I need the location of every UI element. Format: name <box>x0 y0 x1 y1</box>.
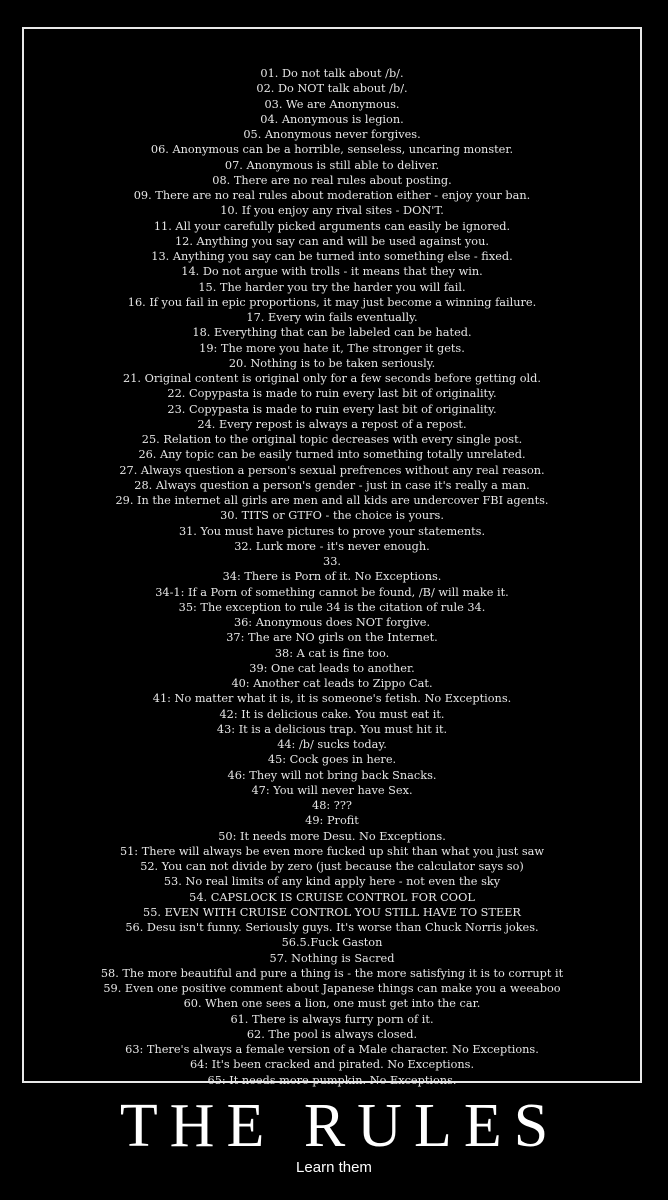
rule-line: 21. Original content is original only for a few seconds before getting old. <box>123 372 541 385</box>
rule-line: 51: There will always be even more fucked up shit than what you just saw <box>119 844 545 858</box>
rule-line: 23. Copypasta is made to ruin every last bit of originality. <box>167 402 497 416</box>
rule-line: 31. You must have pictures to prove your statements. <box>178 524 486 538</box>
rule-line: 55. EVEN WITH CRUISE CONTROL YOU STILL HAVE TO STEER <box>143 905 521 919</box>
rule-line: 35: The exception to rule 34 is the citation of rule 34. <box>178 600 486 614</box>
rule-line: 34-1: If a Porn of something cannot be found, /B/ will make it. <box>155 585 509 599</box>
rule-line: 43: It is a delicious trap. You must hit it. <box>216 722 448 736</box>
poster-subtitle: Learn them <box>296 1159 372 1176</box>
rule-line: 17. Every win fails eventually. <box>246 311 418 324</box>
rule-line: 62. The pool is always closed. <box>246 1027 418 1041</box>
rule-line: 50: It needs more Desu. No Exceptions. <box>218 829 446 843</box>
rule-line: 36: Anonymous does NOT forgive. <box>233 616 431 629</box>
rule-line: 27. Always question a person's sexual prefrences without any real reason. <box>119 463 545 477</box>
rule-line: 26. Any topic can be easily turned into something totally unrelated. <box>138 448 526 462</box>
rule-line: 45: Cock goes in here. <box>267 753 397 767</box>
rule-line: 47: You will never have Sex. <box>251 783 413 797</box>
rule-line: 59. Even one positive comment about Japanese things can make you a weeaboo <box>103 982 561 995</box>
rule-line: 05. Anonymous never forgives. <box>243 128 421 141</box>
rule-line: 30. TITS or GTFO - the choice is yours. <box>220 509 444 523</box>
rule-line: 46: They will not bring back Snacks. <box>227 768 437 782</box>
rule-line: 20. Nothing is to be taken seriously. <box>228 356 436 370</box>
rule-line: 16. If you fail in epic proportions, it may just become a winning failure. <box>127 295 537 309</box>
rule-line: 12. Anything you say can and will be used against you. <box>175 234 489 248</box>
rule-line: 42: It is delicious cake. You must eat it. <box>219 707 445 721</box>
rules-list <box>24 66 640 1088</box>
rule-line: 11. All your carefully picked arguments can easily be ignored. <box>153 219 511 233</box>
rule-line: 15. The harder you try the harder you will fail. <box>198 280 466 294</box>
rule-line: 18. Everything that can be labeled can be hated. <box>192 326 472 340</box>
rule-line: 63: There's always a female version of a Male character. No Exceptions. <box>125 1043 539 1056</box>
rule-line: 09. There are no real rules about moderation either - enjoy your ban. <box>133 189 531 202</box>
rule-line: 56. Desu isn't funny. Seriously guys. It's worse than Chuck Norris jokes. <box>125 921 539 934</box>
rule-line: 48: ??? <box>312 799 352 812</box>
rule-line: 64: It's been cracked and pirated. No Exceptions. <box>189 1058 475 1072</box>
rule-line: 10. If you enjoy any rival sites - DON'T. <box>220 204 444 218</box>
rule-line: 14. Do not argue with trolls - it means that they win. <box>181 265 483 279</box>
rule-line: 01. Do not talk about /b/. <box>260 67 404 80</box>
rule-line: 65: It needs more pumpkin. No Exceptions. <box>207 1073 457 1087</box>
rule-line: 22. Copypasta is made to ruin every last bit of originality. <box>167 387 497 401</box>
rule-line: 38: A cat is fine too. <box>274 646 390 660</box>
rule-line: 49: Profit <box>305 814 359 828</box>
rule-line: 29. In the internet all girls are men and all kids are undercover FBI agents. <box>115 494 549 507</box>
rule-line: 28. Always question a person's gender - just in case it's really a man. <box>134 478 530 492</box>
poster-title: THE RULES <box>119 1092 561 1160</box>
rule-line: 61. There is always furry porn of it. <box>230 1012 434 1026</box>
rule-line: 39: One cat leads to another. <box>249 661 415 675</box>
rule-line: 54. CAPSLOCK IS CRUISE CONTROL FOR COOL <box>189 890 475 904</box>
rule-line: 53. No real limits of any kind apply here - not even the sky <box>163 875 501 889</box>
rule-line: 32. Lurk more - it's never enough. <box>234 539 430 553</box>
rule-line: 07. Anonymous is still able to deliver. <box>224 158 440 172</box>
rule-line: 13. Anything you say can be turned into something else - fixed. <box>151 250 513 263</box>
rule-line: 19: The more you hate it, The stronger it gets. <box>199 341 465 355</box>
rule-line: 37: The are NO girls on the Internet. <box>226 631 438 645</box>
rule-line: 40: Another cat leads to Zippo Cat. <box>231 677 433 690</box>
rule-line: 52. You can not divide by zero (just because the calculator says so) <box>140 860 524 873</box>
rule-line: 33. <box>323 555 341 568</box>
rule-line: 60. When one sees a lion, one must get into the car. <box>183 997 481 1011</box>
rule-line: 57. Nothing is Sacred <box>269 951 395 965</box>
rule-line: 04. Anonymous is legion. <box>260 112 404 126</box>
poster-frame <box>22 27 642 1087</box>
rule-line: 41: No matter what it is, it is someone's fetish. No Exceptions. <box>152 692 512 706</box>
rule-line: 34: There is Porn of it. No Exceptions. <box>222 570 442 584</box>
rule-line: 25. Relation to the original topic decreases with every single post. <box>141 433 523 446</box>
rule-line: 44: /b/ sucks today. <box>277 738 387 751</box>
rule-line: 06. Anonymous can be a horrible, senseless, uncaring monster. <box>150 143 514 157</box>
rule-line: 24. Every repost is always a repost of a repost. <box>197 417 467 431</box>
rule-line: 58. The more beautiful and pure a thing is - the more satisfying it is to corrupt it <box>100 966 564 980</box>
rule-line: 08. There are no real rules about posting. <box>212 173 452 187</box>
rule-line: 56.5.Fuck Gaston <box>281 936 383 950</box>
rule-line: 03. We are Anonymous. <box>264 97 400 111</box>
rule-line: 02. Do NOT talk about /b/. <box>256 82 408 96</box>
